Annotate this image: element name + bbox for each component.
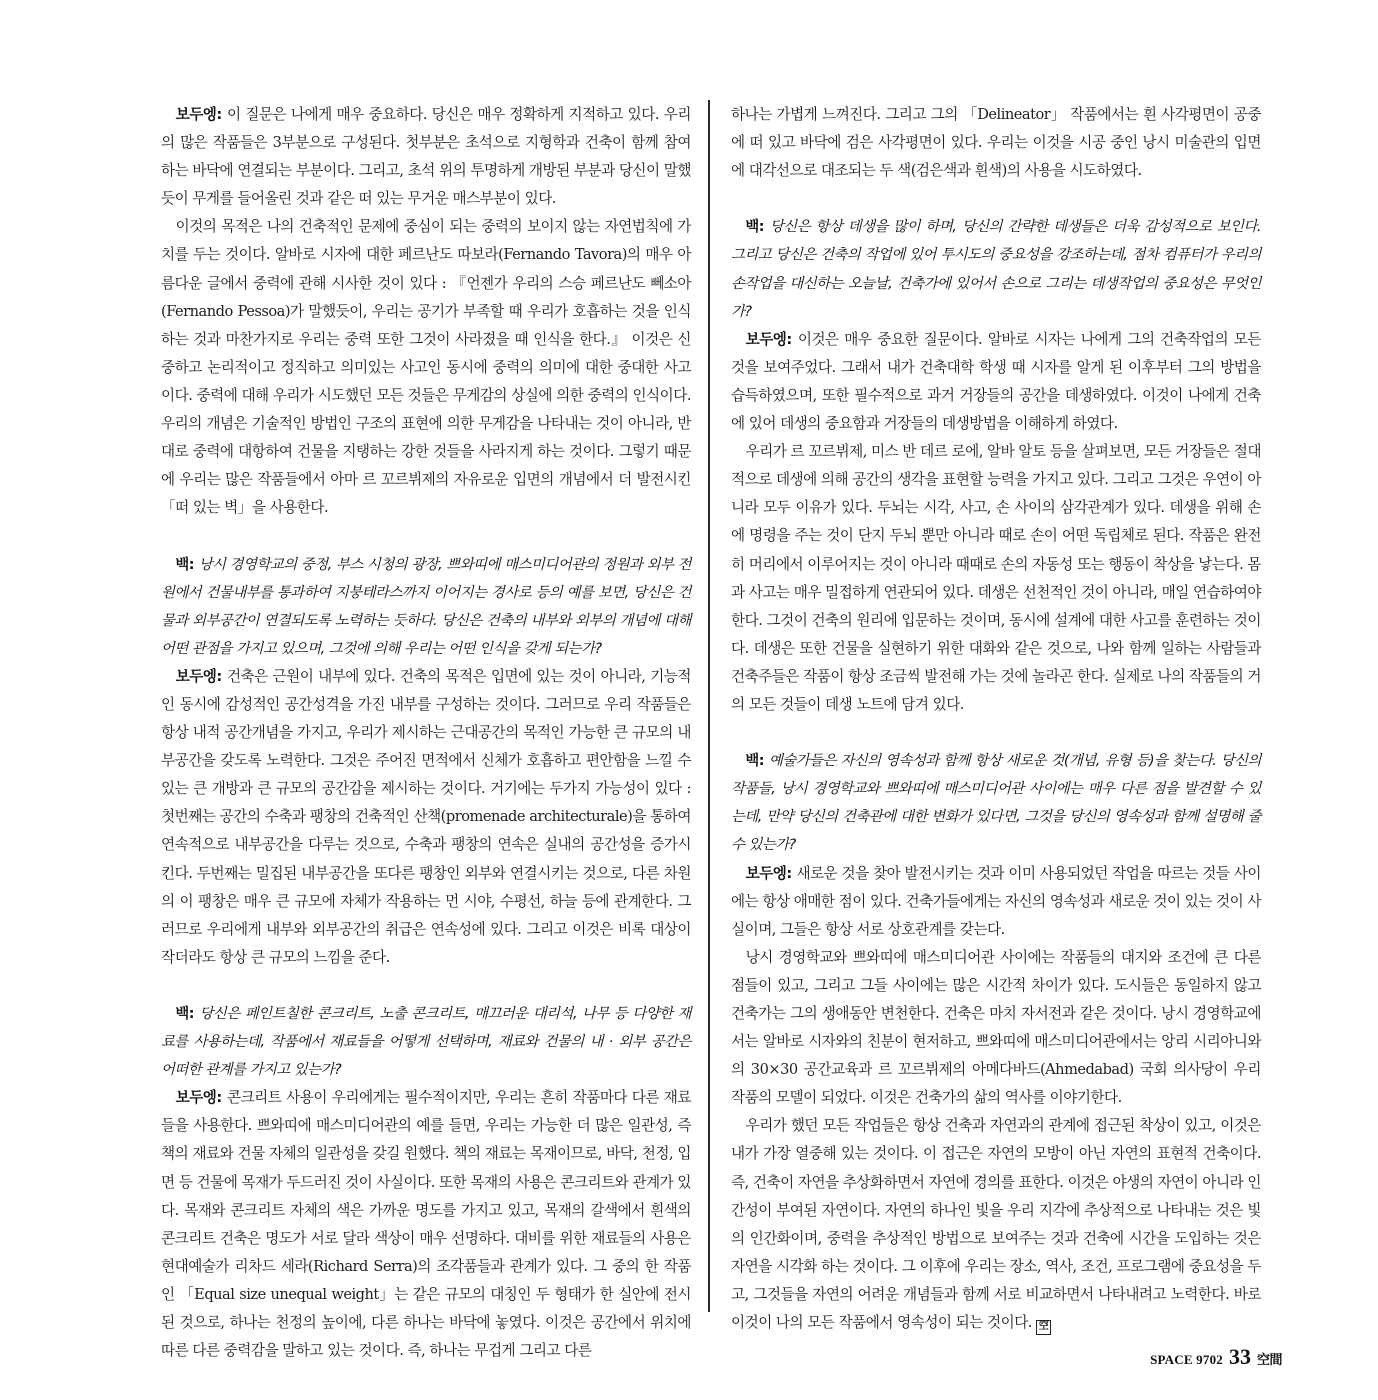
paragraph-gap — [731, 185, 1261, 213]
speaker-label: 보두엥 — [175, 1089, 217, 1107]
paragraph-text: 새로운 것을 찾아 발전시키는 것과 이미 사용되었던 작업을 따르는 것들 사이에는 항상 애매한 점이 있다. 건축가들에게는 자신의 영속성과 새로운 것이 있는 것이 사실이며, 그들은 항상 서로 상호관계를 갖는다. — [731, 864, 1261, 938]
paragraph-text: 이것은 매우 중요한 질문이다. 알바로 시자는 나에게 그의 건축작업의 모든 것을 보여주었다. 그래서 내가 건축대학 학생 때 시자를 알게 된 이후부터 그의 방법을 습득하였으며, 또한 필수적으로 과거 거장들의 공간을 데생하였다. 이것이 나에게 건축에 있어 데생의 중요함과 거장들의 데생방법을 이해하게 하였다. — [731, 330, 1261, 433]
question-text: 당신은 페인트칠한 콘크리트, 노출 콘크리트, 매끄러운 대리석, 나무 등 다양한 재료를 사용하는데, 작품에서 재료들을 어떻게 선택하며, 재료와 건물의 내 · 외부 공간은 어떠한 관계를 가지고 있는가? — [161, 1006, 691, 1079]
speaker-label: 보두엥 — [745, 864, 787, 882]
paragraph-gap — [161, 972, 691, 1000]
question-text: 낭시 경영학교의 중정, 부스 시청의 광장, 쁘와띠에 매스미디어관의 정원과 외부 전원에서 건물내부를 통과하여 지붕테라스까지 이어지는 경사로 등의 예를 보면, 당신은 건물과 외부공간이 연결되도록 노력하는 듯하다. 당신은 건축의 내부와 외부의 개념에 대해 어떤 관점을 가지고 있으며, 그것에 의해 우리는 어떤 인식을 갖게 되는가? — [161, 556, 692, 657]
question-text: 예술가들은 자신의 영속성과 함께 항상 새로운 것(개념, 유형 등)을 찾는다. 당신의 작품들, 낭시 경영학교와 쁘와띠에 매스미디어관 사이에는 매우 다른 점을 발견할 수 있는데, 만약 당신의 건축관에 대한 변화가 있다면, 그것을 당신의 영속성과 함께 설명해 줄 수 있는가? — [731, 753, 1261, 854]
question-text: 당신은 항상 데생을 많이 하며, 당신의 간략한 데생들은 더욱 감성적으로 보인다. 그리고 당신은 건축의 작업에 있어 투시도의 중요성을 강조하는데, 점차 컴퓨터가 우리의 손작업을 대신하는 오늘날, 건축가에 있어서 손으로 그리는 데생작업의 중요성은 무엇인가? — [731, 219, 1261, 320]
magazine-issue: SPACE 9702 — [1150, 1352, 1223, 1367]
answer-paragraph: 보두엥: 이것은 매우 중요한 질문이다. 알바로 시자는 나에게 그의 건축작업의 모든 것을 보여주었다. 그래서 내가 건축대학 학생 때 시자를 알게 된 이후부터 그의 방법을 습득하였으며, 또한 필수적으로 과거 거장들의 공간을 데생하였다. 이것이 나에게 건축에 있어 데생의 중요함과 거장들의 데생방법을 이해하게 하였다. — [731, 330, 1261, 433]
question-paragraph: 백: 당신은 항상 데생을 많이 하며, 당신의 간략한 데생들은 더욱 감성적으로 보인다. 그리고 당신은 건축의 작업에 있어 투시도의 중요성을 강조하는데, 점차 컴퓨터가 우리의 손작업을 대신하는 오늘날, 건축가에 있어서 손으로 그리는 데생작업의 중요성은 무엇인가? — [731, 219, 1261, 320]
answer-paragraph: 보두엥: 새로운 것을 찾아 발전시키는 것과 이미 사용되었던 작업을 따르는 것들 사이에는 항상 애매한 점이 있다. 건축가들에게는 자신의 영속성과 새로운 것이 있는 것이 사실이며, 그들은 항상 서로 상호관계를 갖는다. — [731, 864, 1261, 938]
speaker-label: 백 — [175, 1006, 189, 1022]
speaker-label: 보두엥 — [175, 667, 217, 685]
question-paragraph: 백: 낭시 경영학교의 중정, 부스 시청의 광장, 쁘와띠에 매스미디어관의 정원과 외부 전원에서 건물내부를 통과하여 지붕테라스까지 이어지는 경사로 등의 예를 보면, 당신은 건물과 외부공간이 연결되도록 노력하는 듯하다. 당신은 건축의 내부와 외부의 개념에 대해 어떤 관점을 가지고 있으며, 그것에 의해 우리는 어떤 인식을 갖게 되는가? — [161, 556, 692, 657]
end-mark-icon: 空 — [1036, 1320, 1051, 1335]
speaker-label: 보두엥 — [175, 106, 217, 123]
answer-paragraph: 보두엥: 콘크리트 사용이 우리에게는 필수적이지만, 우리는 흔히 작품마다 다른 재료들을 사용한다. 쁘와띠에 매스미디어관의 예를 들면, 우리는 가능한 더 많은 일관성, 즉 책의 재료와 건물 자체의 일관성을 갖길 원했다. 책의 재료는 목재이므로, 바닥, 천정, 입면 등 건물에 목재가 두드러진 것이 사실이다. 또한 목재의 사용은 콘크리트와 관계가 있다. 목재와 콘크리트 자체의 색은 가까운 명도를 가지고 있고, 목재의 갈색에서 흰색의 콘크리트 건축은 명도가 서로 달라 색상이 매우 선명하다. 대비를 위한 재료들의 사용은 현대예술가 리차드 세라(Richard Serra)의 조각품들과 관계가 있다. 그 중의 한 작품인 「Equal size unequal weight」는 같은 규모의 대칭인 두 형태가 한 실안에 전시된 것으로, 하나는 천정의 높이에, 다른 하나는 바닥에 놓였다. 이것은 공간에서 위치에 따른 다른 중력감을 말하고 있는 것이다. 즉, 하나는 무겁게 그리고 다른 — [161, 1089, 691, 1360]
magazine-logo: 空間 — [1256, 1353, 1282, 1368]
body-paragraph: 우리가 르 꼬르뷔제, 미스 반 데르 로에, 알바 알토 등을 살펴보면, 모든 거장들은 절대적으로 데생에 의해 공간의 생각을 표현할 능력을 가지고 있다. 그리고 그것은 우연이 아니라 모두 이유가 있다. 두뇌는 시각, 사고, 손 사이의 삼각관계가 있다. 데생을 위해 손에 명령을 주는 것이 단지 두뇌 뿐만 아니라 때로 손이 어떤 독립체로 된다. 작품은 완전히 머리에서 이루어지는 것이 아니라 때때로 손의 자동성 또는 행동이 착상을 낳는다. 몸과 사고는 매우 밀접하게 연관되어 있다. 데생은 선천적인 것이 아니라, 매일 연습하여야 한다. 그것이 건축의 원리에 입문하는 것이며, 동시에 설계에 대한 사고를 훈련하는 것이다. 데생은 또한 건물을 실현하기 위한 대화와 같은 것으로, 나와 함께 일하는 사람들과 건축주들은 작품이 항상 조금씩 발전해 가는 것에 놀라곤 한다. 실제로 나의 작품들의 거의 모든 것들이 데생 노트에 담겨 있다. — [731, 443, 1261, 713]
paragraph-text: 이 질문은 나에게 매우 중요하다. 당신은 매우 정확하게 지적하고 있다. 우리의 많은 작품들은 3부분으로 구성된다. 첫부분은 초석으로 지형학과 건축이 함께 참여하는 바닥에 연결되는 부분이다. 그리고, 초석 위의 투명하게 개방된 부분과 당신이 말했듯이 무게를 들어올린 것과 같은 떠 있는 무거운 매스부분이 있다. — [161, 106, 691, 208]
paragraph-gap — [161, 522, 691, 550]
paragraph-gap — [731, 719, 1261, 747]
page-number: 33 — [1228, 1344, 1251, 1369]
left-column — [161, 101, 691, 1365]
answer-paragraph: 보두엥: 이 질문은 나에게 매우 중요하다. 당신은 매우 정확하게 지적하고 있다. 우리의 많은 작품들은 3부분으로 구성된다. 첫부분은 초석으로 지형학과 건축이 함께 참여하는 바닥에 연결되는 부분이다. 그리고, 초석 위의 투명하게 개방된 부분과 당신이 말했듯이 무게를 들어올린 것과 같은 떠 있는 무거운 매스부분이 있다. — [161, 106, 691, 208]
body-paragraph: 낭시 경영학교와 쁘와띠에 매스미디어관 사이에는 작품들의 대지와 조건에 큰 다른 점들이 있고, 그리고 그들 사이에는 많은 시간적 차이가 있다. 도시들은 동일하지 않고 건축가는 그의 생애동안 변천한다. 건축은 마치 자서전과 같은 것이다. 낭시 경영학교에서는 알바로 시자와의 친분이 현저하고, 쁘와띠에 매스미디어관에서는 앙리 시리아니와의 30×30 공간교육과 르 꼬르뷔제의 아메다바드(Ahmedabad) 국회 의사당이 우리 작품의 모델이 되었다. 이것은 건축가의 삶의 역사를 이야기한다. — [731, 948, 1261, 1107]
body-paragraph: 이것의 목적은 나의 건축적인 문제에 중심이 되는 중력의 보이지 않는 자연법칙에 가치를 두는 것이다. 알바로 시자에 대한 페르난도 따보라(Fernando Tavora)의 매우 아름다운 글에서 중력에 관해 시사한 것이 있다 : 『언젠가 우리의 스승 페르난도 뻬소아(Fernando Pessoa)가 말했듯이, 우리는 공기가 부족할 때 우리가 호흡하는 것을 인식하는 것과 마찬가지로 우리는 중력 또한 그것이 사라졌을 때 인식을 한다.』 이것은 신중하고 논리적이고 정직하고 의미있는 사고인 동시에 중력의 의미에 대한 중대한 사고이다. 중력에 대해 우리가 시도했던 모든 것들은 무게감의 상실에 의한 중력의 인식이다. 우리의 개념은 기술적인 방법인 구조의 표현에 의한 무게감을 나타내는 것이 아니라, 반대로 중력에 대항하여 건물을 지탱하는 강한 것들을 사라지게 하는 것이다. 그렇기 때문에 우리는 많은 작품들에서 아마 르 꼬르뷔제의 자유로운 입면의 개념에서 더 발전시킨 「떠 있는 벽」을 사용한다. — [161, 218, 691, 517]
speaker-label: 보두엥 — [745, 330, 787, 348]
answer-paragraph: 보두엥: 건축은 근원이 내부에 있다. 건축의 목적은 입면에 있는 것이 아니라, 기능적인 동시에 감성적인 공간성격을 가진 내부를 구성하는 것이다. 그러므로 우리 작품들은 항상 내적 공간개념을 가지고, 우리가 제시하는 근대공간의 목적인 가능한 큰 규모의 내부공간을 갖도록 노력한다. 그것은 주어진 면적에서 신체가 호흡하고 편안함을 느낄 수 있는 큰 개방과 큰 규모의 공간감을 제시하는 것이다. 거기에는 두가지 가능성이 있다 : 첫번째는 공간의 수축과 팽창의 건축적인 산책(promenade architecturale)을 통하여 연속적으로 내부공간을 다루는 것으로, 수축과 팽창의 연속은 실내의 공간성을 증가시킨다. 두번째는 밀집된 내부공간을 또다른 팽창인 외부와 연결시키는 것으로, 다른 차원의 이 팽창은 매우 큰 규모에 자체가 작용하는 먼 시야, 수평선, 하늘 등에 관계한다. 그러므로 우리에게 내부와 외부공간의 취급은 연속성에 있다. 그리고 이것은 비록 대상이 작더라도 항상 큰 규모의 느낌을 준다. — [161, 667, 691, 966]
question-paragraph: 백: 당신은 페인트칠한 콘크리트, 노출 콘크리트, 매끄러운 대리석, 나무 등 다양한 재료를 사용하는데, 작품에서 재료들을 어떻게 선택하며, 재료와 건물의 내 · 외부 공간은 어떠한 관계를 가지고 있는가? — [161, 1006, 691, 1079]
speaker-label: 백 — [745, 753, 759, 770]
paragraph-text: 건축은 근원이 내부에 있다. 건축의 목적은 입면에 있는 것이 아니라, 기능적인 동시에 감성적인 공간성격을 가진 내부를 구성하는 것이다. 그러므로 우리 작품들은 항상 내적 공간개념을 가지고, 우리가 제시하는 근대공간의 목적인 가능한 큰 규모의 내부공간을 갖도록 노력한다. 그것은 주어진 면적에서 신체가 호흡하고 편안함을 느낄 수 있는 큰 개방과 큰 규모의 공간감을 제시하는 것이다. 거기에는 두가지 가능성이 있다 : 첫번째는 공간의 수축과 팽창의 건축적인 산책(promenade architecturale)을 통하여 연속적으로 내부공간을 다루는 것으로, 수축과 팽창의 연속은 실내의 공간성을 증가시킨다. 두번째는 밀집된 내부공간을 또다른 팽창인 외부와 연결시키는 것으로, 다른 차원의 이 팽창은 매우 큰 규모에 자체가 작용하는 먼 시야, 수평선, 하늘 등에 관계한다. 그러므로 우리에게 내부와 외부공간의 취급은 연속성에 있다. 그리고 이것은 비록 대상이 작더라도 항상 큰 규모의 느낌을 준다. — [161, 667, 691, 966]
page-footer — [1150, 1344, 1282, 1368]
body-paragraph — [731, 1112, 1261, 1337]
speaker-label: 백 — [745, 219, 759, 236]
continued-paragraph: 하나는 가볍게 느껴진다. 그리고 그의 「Delineator」 작품에서는 흰 사각평면이 공중에 떠 있고 바닥에 검은 사각평면이 있다. 우리는 이것을 시공 중인 낭시 미술관의 입면에 대각선으로 대조되는 두 색(검은색과 흰색)의 사용을 시도하였다. — [731, 106, 1261, 180]
paragraph-text: 우리가 했던 모든 작업들은 항상 건축과 자연과의 관계에 접근된 착상이 있고, 이것은 내가 가장 열중해 있는 것이다. 이 접근은 자연의 모방이 아닌 자연의 표현적 건축이다. 즉, 건축이 자연을 추상화하면서 자연에 경의를 표한다. 이것은 야생의 자연이 아니라 인간성이 부여된 자연이다. 자연의 하나인 빛을 우리 지각에 추상적으로 나타내는 것은 빛의 인간화이며, 중력을 추상적인 방법으로 보여주는 것과 건축에 시간을 도입하는 것은 자연을 시각화 하는 것이다. 그 이후에 우리는 장소, 역사, 조건, 프로그램에 중요성을 두고, 그것들을 자연의 어려운 개념들과 함께 서로 비교하면서 나타내려고 노력한다. 바로 이것이 나의 모든 작품에서 영속성이 되는 것이다. — [731, 1117, 1261, 1332]
paragraph-text: 콘크리트 사용이 우리에게는 필수적이지만, 우리는 흔히 작품마다 다른 재료들을 사용한다. 쁘와띠에 매스미디어관의 예를 들면, 우리는 가능한 더 많은 일관성, 즉 책의 재료와 건물 자체의 일관성을 갖길 원했다. 책의 재료는 목재이므로, 바닥, 천정, 입면 등 건물에 목재가 두드러진 것이 사실이다. 또한 목재의 사용은 콘크리트와 관계가 있다. 목재와 콘크리트 자체의 색은 가까운 명도를 가지고 있고, 목재의 갈색에서 흰색의 콘크리트 건축은 명도가 서로 달라 색상이 매우 선명하다. 대비를 위한 재료들의 사용은 현대예술가 리차드 세라(Richard Serra)의 조각품들과 관계가 있다. 그 중의 한 작품인 「Equal size unequal weight」는 같은 규모의 대칭인 두 형태가 한 실안에 전시된 것으로, 하나는 천정의 높이에, 다른 하나는 바닥에 놓였다. 이것은 공간에서 위치에 따른 다른 중력감을 말하고 있는 것이다. 즉, 하나는 무겁게 그리고 다른 — [161, 1089, 691, 1360]
column-divider — [708, 100, 710, 1312]
right-column — [731, 101, 1261, 1337]
speaker-label: 백 — [175, 556, 189, 573]
question-paragraph: 백: 예술가들은 자신의 영속성과 함께 항상 새로운 것(개념, 유형 등)을 찾는다. 당신의 작품들, 낭시 경영학교와 쁘와띠에 매스미디어관 사이에는 매우 다른 점을 발견할 수 있는데, 만약 당신의 건축관에 대한 변화가 있다면, 그것을 당신의 영속성과 함께 설명해 줄 수 있는가? — [731, 753, 1261, 854]
